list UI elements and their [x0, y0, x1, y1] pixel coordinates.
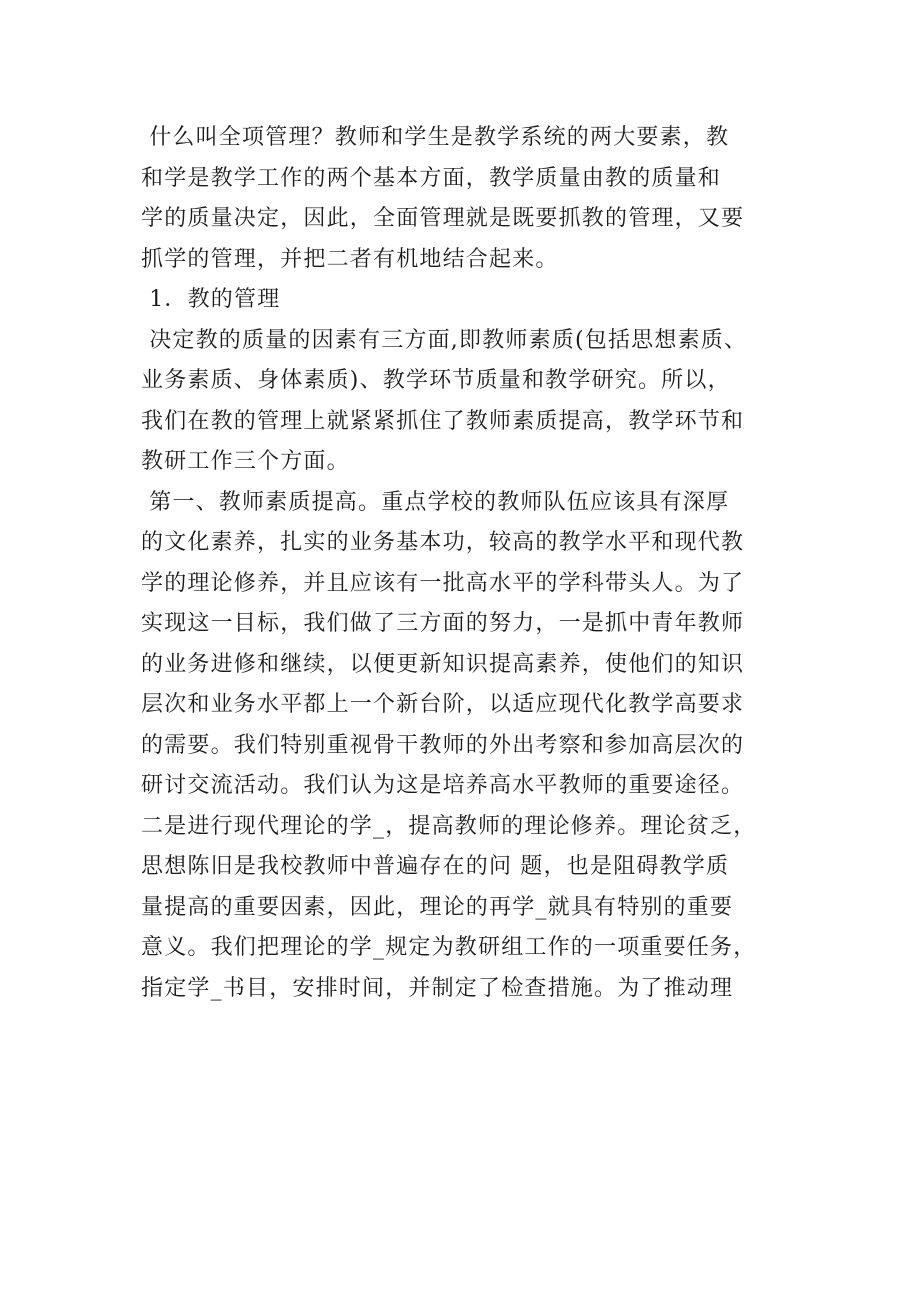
text-line: 研讨交流活动。我们认为这是培养高水平教师的重要途径。 [141, 773, 745, 798]
text-line: 学的质量决定，因此，全面管理就是既要抓教的管理，又要 [141, 206, 745, 231]
text-line: 意义。我们把理论的学_规定为教研组工作的一项重要任务， [141, 935, 757, 960]
body-text [141, 118, 801, 1009]
text-line: 指定学_书目，安排时间，并制定了检查措施。为了推动理 [141, 975, 734, 1001]
text-line: 学的理论修养，并且应该有一批高水平的学科带头人。为了 [141, 570, 745, 596]
text-line: 什么叫全项管理？教师和学生是教学系统的两大要素，教 [141, 125, 730, 150]
text-line: 教研工作三个方面。 [141, 449, 350, 474]
section-heading: 1．教的管理 [141, 287, 281, 312]
text-line: 决定教的质量的因素有三方面,即教师素质(包括思想素质、 [141, 327, 748, 353]
text-line: 的业务进修和继续，以便更新知识提高素养，使他们的知识 [141, 651, 745, 677]
text-line: 我们在教的管理上就紧紧抓住了教师素质提高，教学环节和 [141, 408, 745, 434]
text-line: 第一、教师素质提高。重点学校的教师队伍应该具有深厚 [141, 489, 730, 515]
text-line: 抓学的管理，并把二者有机地结合起来。 [141, 246, 559, 272]
text-line: 二是进行现代理论的学_，提高教师的理论修养。理论贫乏， [141, 813, 757, 839]
text-line: 的文化素养，扎实的业务基本功，较高的教学水平和现代教 [141, 530, 745, 555]
text-line: 的需要。我们特别重视骨干教师的外出考察和参加高层次的 [141, 732, 745, 758]
text-line: 量提高的重要因素，因此，理论的再学_就具有特别的重要 [141, 894, 734, 920]
text-line: 思想陈旧是我校教师中普遍存在的问 题，也是阻碍教学质 [141, 854, 730, 879]
text-line: 和学是教学工作的两个基本方面，教学质量由教的质量和 [141, 165, 722, 191]
text-line: 实现这一目标，我们做了三方面的努力，一是抓中青年教师 [141, 611, 745, 636]
text-line: 业务素质、身体素质)、教学环节质量和教学研究。所以， [141, 368, 731, 393]
text-line: 层次和业务水平都上一个新台阶，以适应现代化教学高要求 [141, 692, 745, 717]
